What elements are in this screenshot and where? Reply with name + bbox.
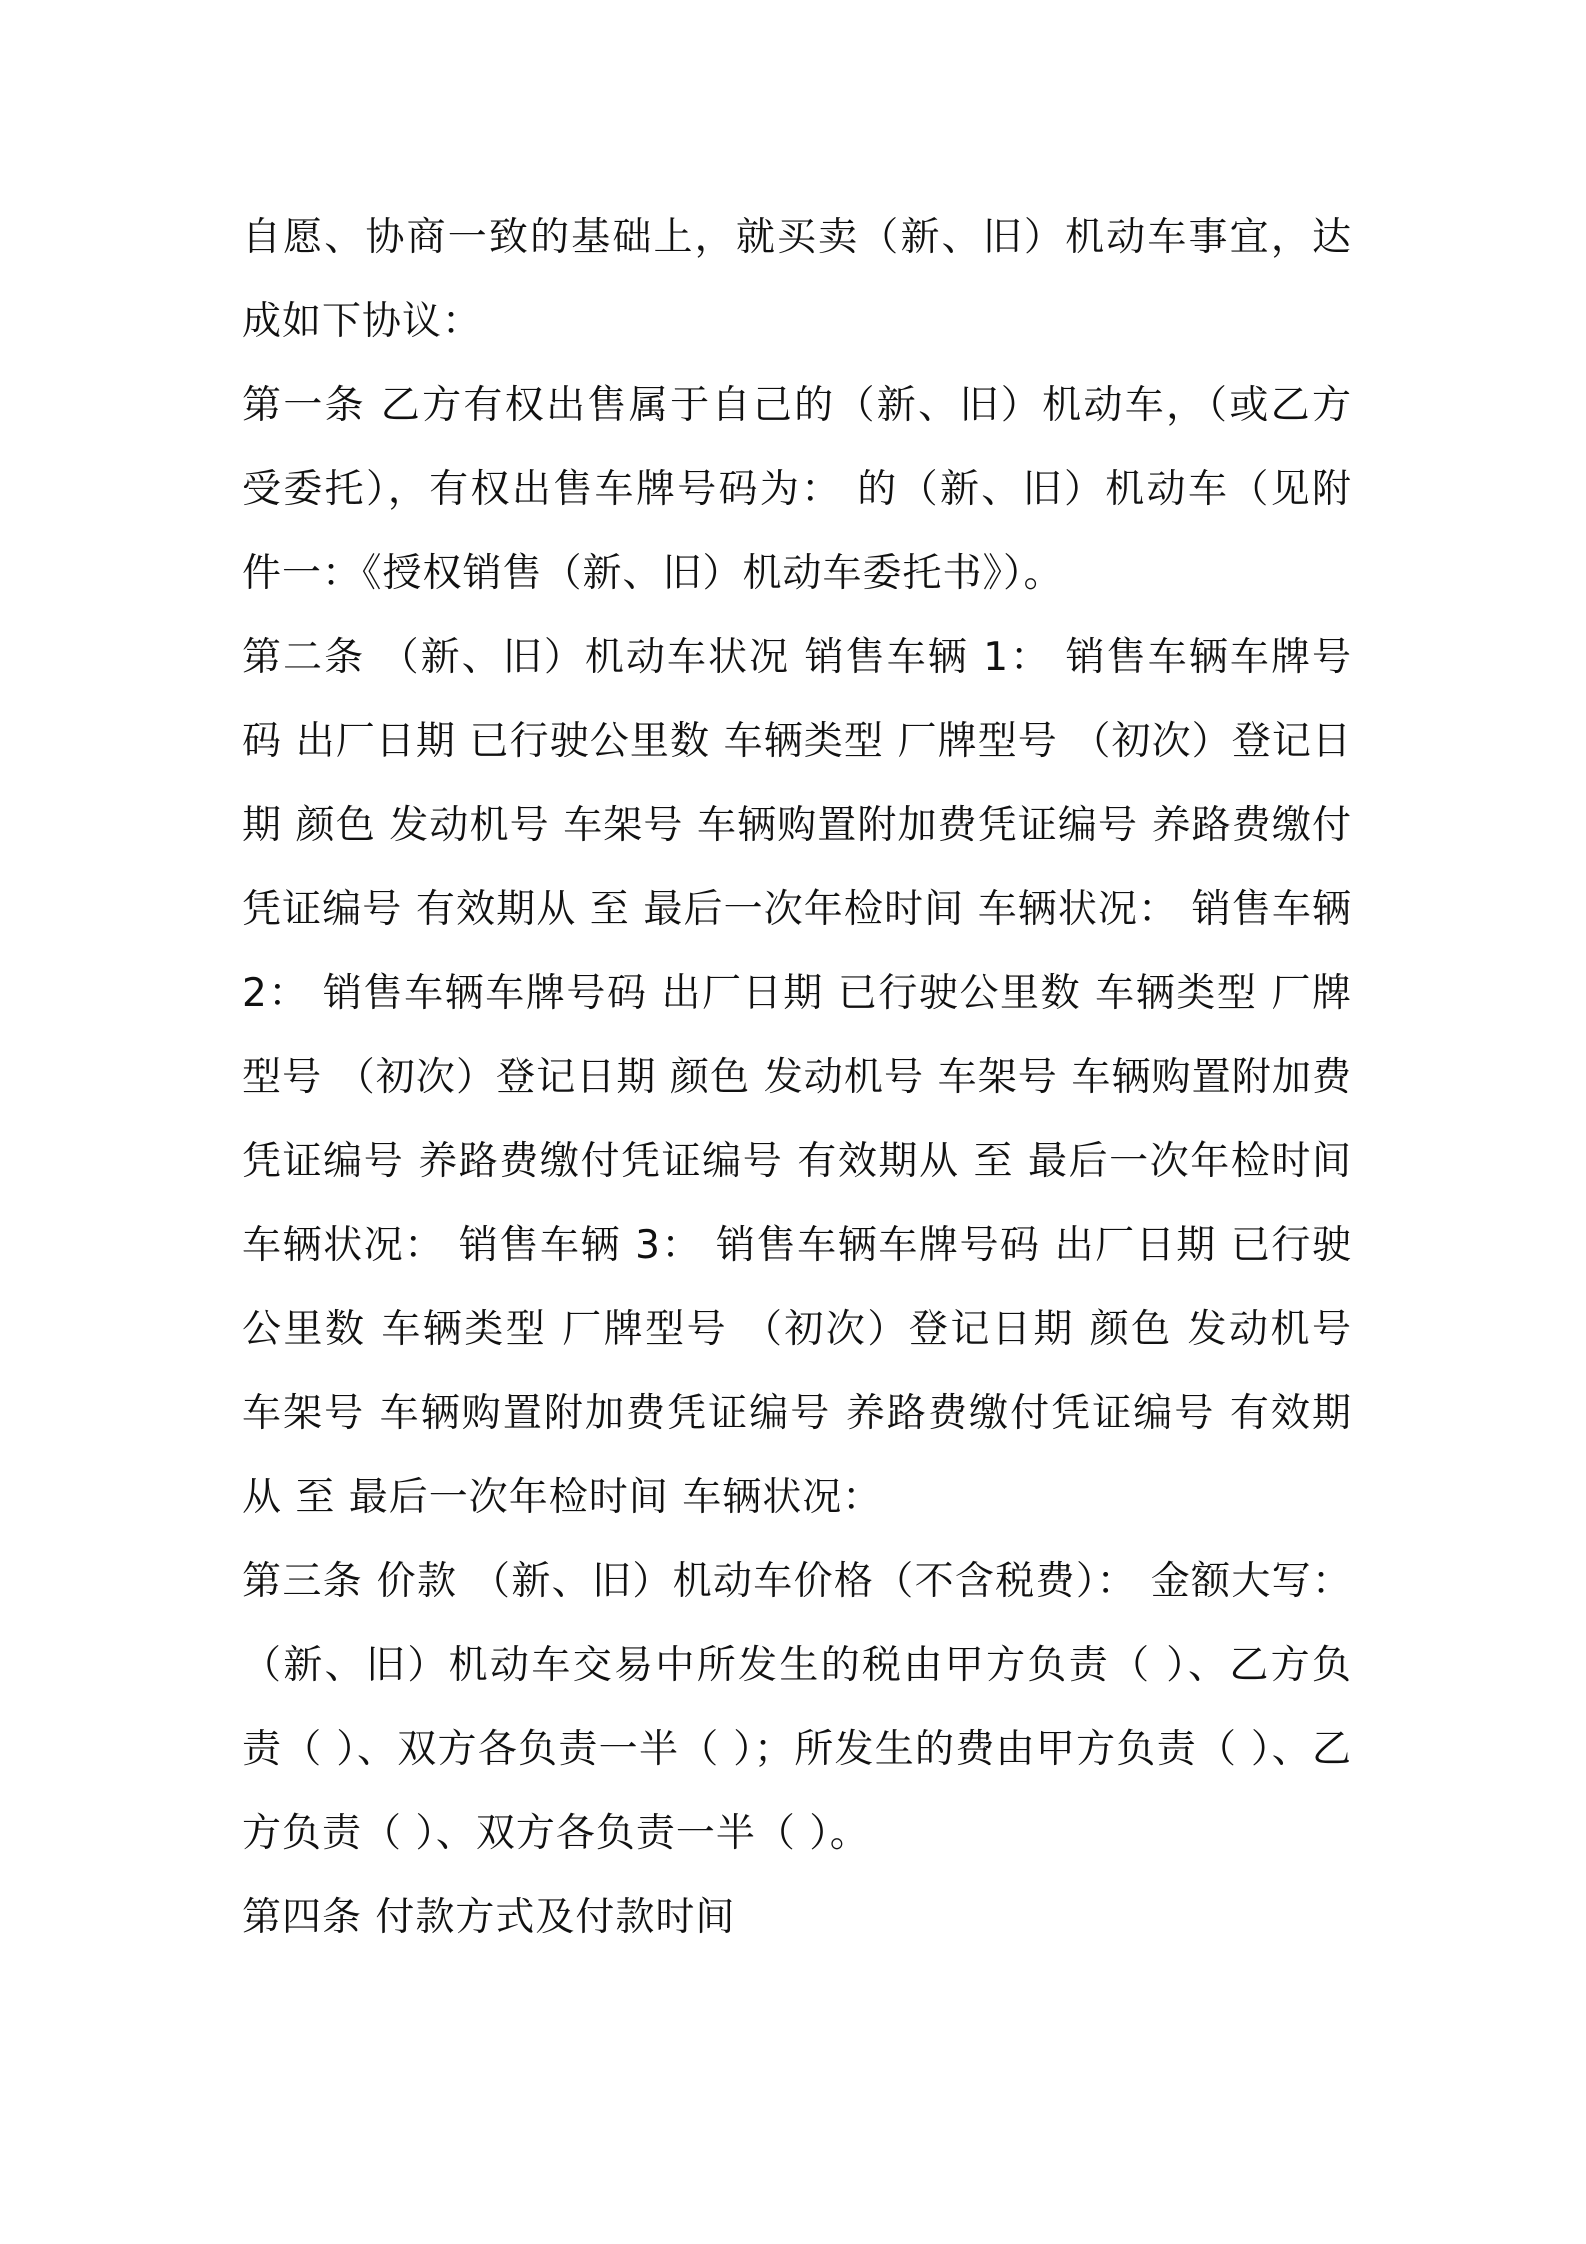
paragraph-article-4: 第四条 付款方式及付款时间 bbox=[242, 1895, 736, 1940]
paragraph-article-1: 第一条 乙方有权出售属于自己的（新、旧）机动车，（或乙方受委托），有权出售车牌号码为： 的（新、旧）机动车（见附件一：《授权销售（新、旧）机动车委托书》）。 bbox=[242, 383, 1352, 596]
document-body bbox=[242, 196, 1352, 1960]
paragraph-article-2: 第二条 （新、旧）机动车状况 销售车辆 1： 销售车辆车牌号码 出厂日期 已行驶公里数 车辆类型 厂牌型号 （初次）登记日期 颜色 发动机号 车架号 车辆购置附加费凭证编号 养路费缴付凭证编号 有效期从 至 最后一次年检时间 车辆状况： 销售车辆 2： 销售车辆车牌号码 出厂日期 已行驶公里数 车辆类型 厂牌型号 （初次）登记日期 颜色 发动机号 车架号 车辆购置附加费凭证编号 养路费缴付凭证编号 有效期从 至 最后一次年检时间 车辆状况： 销售车辆 3： 销售车辆车牌号码 出厂日期 已行驶公里数 车辆类型 厂牌型号 （初次）登记日期 颜色 发动机号 车架号 车辆购置附加费凭证编号 养路费缴付凭证编号 有效期从 至 最后一次年检时间 车辆状况： bbox=[242, 635, 1352, 1520]
paragraph-intro: 自愿、协商一致的基础上，就买卖（新、旧）机动车事宜，达成如下协议： bbox=[242, 215, 1352, 344]
paragraph-article-3: 第三条 价款 （新、旧）机动车价格（不含税费）： 金额大写： （新、旧）机动车交易中所发生的税由甲方负责（ ）、乙方负责（ ）、双方各负责一半（ ）；所发生的费由甲方负责（ ）、乙方负责（ ）、双方各负责一半（ ）。 bbox=[242, 1559, 1352, 1856]
